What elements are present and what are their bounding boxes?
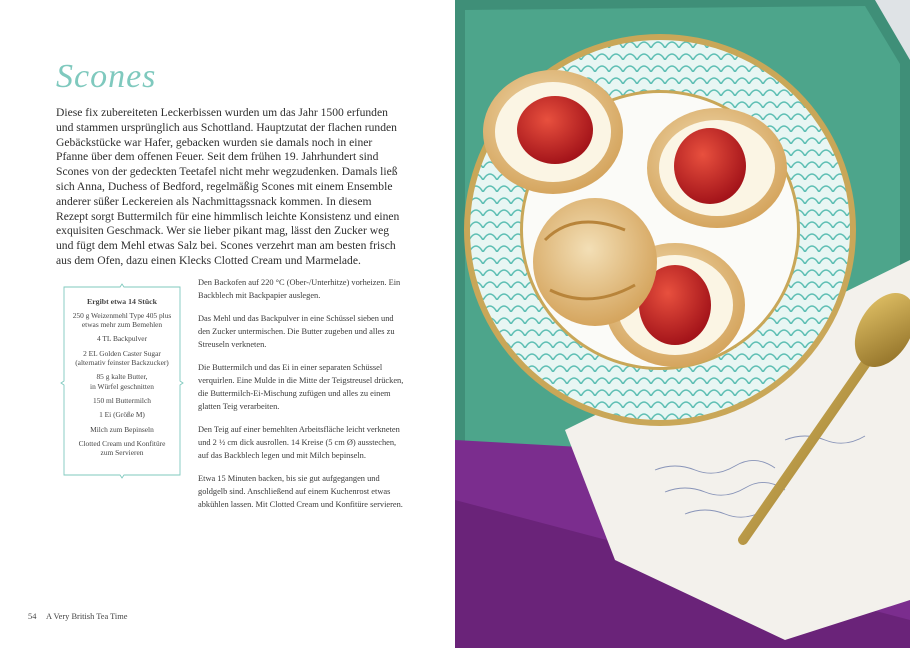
ingredient-item: Milch zum Bepinseln bbox=[90, 424, 154, 434]
scones-photo-illustration bbox=[455, 0, 910, 648]
method-step: Den Backofen auf 220 °C (Ober-/Unterhitze) vorheizen. Ein Backblech mit Backpapier auslegen. bbox=[198, 278, 401, 300]
ingredients-heading: Ergibt etwa 14 Stück bbox=[87, 297, 157, 306]
ingredient-item: 1 Ei (Größe M) bbox=[99, 410, 145, 420]
recipe-title: Scones bbox=[56, 58, 157, 95]
method-steps bbox=[198, 276, 404, 521]
method-step: Etwa 15 Minuten backen, bis sie gut aufgegangen und goldgelb sind. Anschließend auf einem Kuchenrost etwas abkühlen lassen. Mit Clotted Cream und Konfitüre servieren. bbox=[198, 474, 403, 509]
ingredients-list bbox=[64, 297, 180, 462]
ingredient-item: 250 g Weizenmehl Type 405 plus etwas mehr zum Bemehlen bbox=[72, 310, 172, 330]
ingredient-item: 4 TL Backpulver bbox=[96, 334, 148, 344]
ingredient-item: 150 ml Buttermilch bbox=[93, 396, 151, 406]
book-title: A Very British Tea Time bbox=[46, 612, 128, 621]
ingredient-item: 2 EL Golden Caster Sugar (alternativ feinster Backzucker) bbox=[75, 348, 169, 368]
method-step: Den Teig auf einer bemehlten Arbeitsfläche leicht verkneten und 2 ½ cm dick ausrollen. 14 Kreise (5 cm Ø) ausstechen, auf das Backblech legen und mit Milch bepinseln. bbox=[198, 425, 400, 460]
page-number: 54 bbox=[28, 612, 37, 621]
intro-paragraph: Diese fix zubereiteten Leckerbissen wurden um das Jahr 1500 erfunden und stammen ursprünglich aus Schottland. Hauptzutat der flachen runden Gebäckstücke war Hafer, gebacken wurden sie damals noch in einer Pfanne über dem offenen Feuer. Seit dem frühen 19. Jahrhundert sind Scones von der gedeckten Teetafel nicht mehr wegzudenken. Damals ließ sich Anna, Duchess of Bedford, regelmäßig Scones mit einem Ensemble anderer süßer Leckereien als Nachmittagssnack kommen. In diesem Rezept sorgt Buttermilch für eine himmlisch leichte Konsistenz und einen exquisiten Geschmack. Wer sie lieber pikant mag, lässt den Zucker weg und fügt dem Mehl etwas Salz bei. Scones verzehrt man am besten frisch aus dem Ofen, dazu einen Klecks Clotted Cream und Marmelade. bbox=[56, 106, 400, 267]
page-footer bbox=[28, 612, 135, 621]
method-step: Das Mehl und das Backpulver in eine Schüssel sieben und den Zucker untermischen. Die Butter zugeben und alles zu Streuseln verkneten. bbox=[198, 314, 395, 349]
method-step: Die Buttermilch und das Ei in einer separaten Schüssel verquirlen. Eine Mulde in die Mitte der Teigstreusel drücken, die Buttermilch-Ei-Mischung zufügen und alles zu einem glatten Teig verarbeiten. bbox=[198, 363, 404, 411]
ingredients-box bbox=[60, 283, 184, 479]
ingredient-item: 85 g kalte Butter, in Würfel geschnitten bbox=[90, 372, 154, 391]
ingredient-item: Clotted Cream und Konfitüre zum Servieren bbox=[78, 438, 166, 458]
scones-photo bbox=[455, 0, 910, 648]
